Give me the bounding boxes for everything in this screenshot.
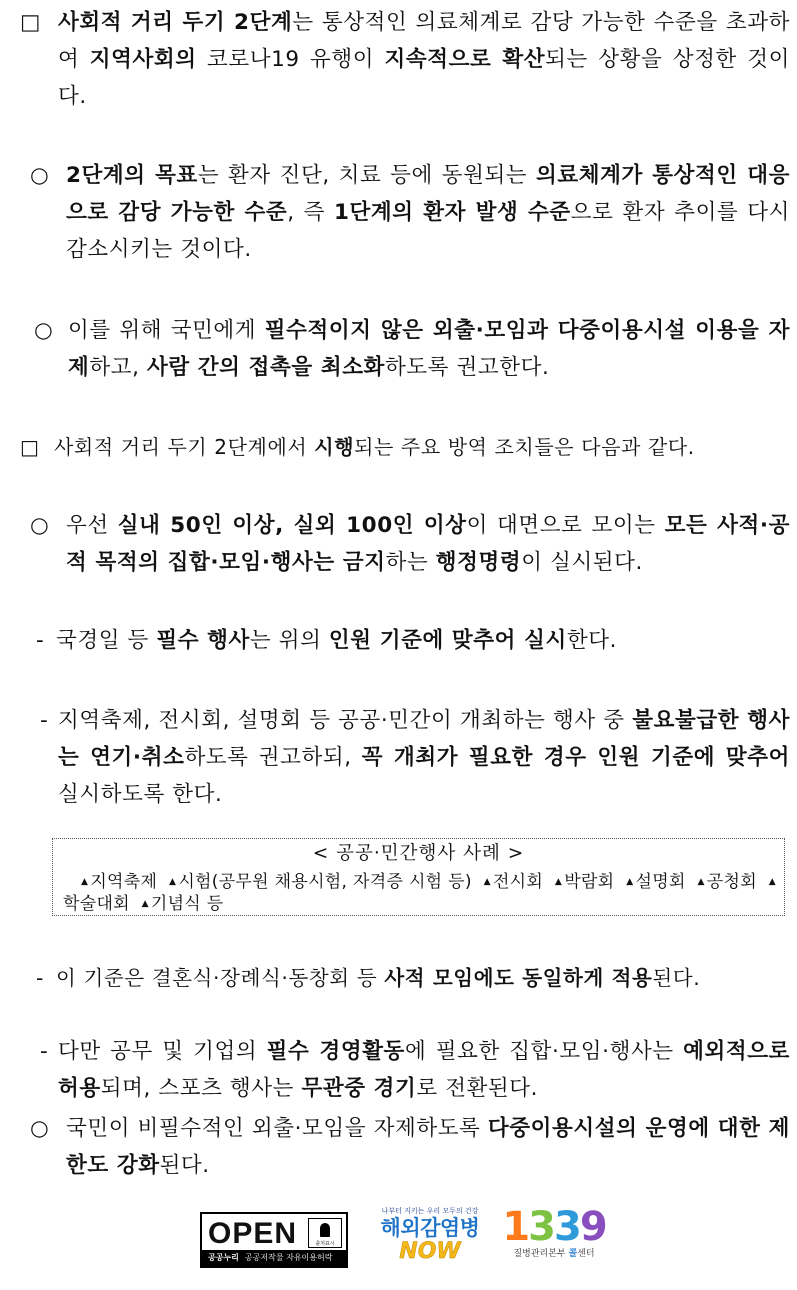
event-example-item: 지역축제 <box>90 872 158 892</box>
callcenter-label: 질병관리본부 콜센터 <box>513 1249 595 1259</box>
event-example-item: 학술대회 <box>63 894 130 914</box>
callcenter-number: 1339 <box>502 1204 606 1250</box>
triangle-bullet-icon: ▲ <box>768 877 776 887</box>
paragraph-private-gatherings <box>36 960 790 997</box>
dash-bullet-icon: - <box>36 628 45 653</box>
footer-logos <box>0 1200 797 1280</box>
paragraph-text: 국경일 등 필수 행사는 위의 인원 기준에 맞추어 실시한다. <box>56 628 618 653</box>
triangle-bullet-icon: ▲ <box>169 877 177 887</box>
logo-tagline: 나부터 지키는 우리 모두의 건강 <box>381 1207 479 1215</box>
paragraph-text: 지역축제, 전시회, 설명회 등 공공·민간이 개최하는 행사 중 불요불급한 행사는 연기·취소하도록 권고하되, 꼭 개최가 필요한 경우 인원 기준에 맞추어 실시하도록 한다. <box>58 708 791 807</box>
paragraph-public-private-events <box>40 702 790 813</box>
circle-bullet-icon: ○ <box>30 1116 50 1141</box>
paragraph-citizen-recommendation <box>34 312 790 386</box>
paragraph-main-measures-heading <box>20 429 790 466</box>
triangle-bullet-icon: ▲ <box>483 877 491 887</box>
circle-bullet-icon: ○ <box>30 163 50 188</box>
paragraph-exceptions <box>40 1033 790 1107</box>
triangle-bullet-icon: ▲ <box>626 877 634 887</box>
logo-title: 해외감염병 <box>380 1216 480 1240</box>
paragraph-text: 사회적 거리 두기 2단계에서 시행되는 주요 방역 조치들은 다음과 같다. <box>54 435 695 459</box>
paragraph-text: 사회적 거리 두기 2단계는 통상적인 의료체계로 감당 가능한 수준을 초과하여 지역사회의 코로나19 유행이 지속적으로 확산되는 상황을 상정한 것이다. <box>58 10 791 109</box>
triangle-bullet-icon: ▲ <box>697 877 705 887</box>
triangle-bullet-icon: ▲ <box>141 899 149 909</box>
dash-bullet-icon: - <box>40 1039 49 1064</box>
paragraph-national-holiday-events <box>36 622 790 659</box>
kogl-open-license-logo <box>200 1212 348 1268</box>
paragraph-text: 이를 위해 국민에게 필수적이지 않은 외출·모임과 다중이용시설 이용을 자제하고, 사람 간의 접촉을 최소화하도록 권고한다. <box>68 318 790 380</box>
open-wordmark: OPEN <box>208 1217 298 1250</box>
kcdc-1339-callcenter-logo <box>496 1206 612 1272</box>
event-example-item: 시험(공무원 채용시험, 자격증 시험 등) <box>178 872 472 892</box>
paragraph-stage2-definition <box>20 4 790 115</box>
triangle-bullet-icon: ▲ <box>81 877 89 887</box>
dash-bullet-icon: - <box>40 708 49 733</box>
paragraph-text: 이 기준은 결혼식·장례식·동창회 등 사적 모임에도 동일하게 적용된다. <box>56 966 701 990</box>
dash-bullet-icon: - <box>36 966 44 990</box>
square-bullet-icon: □ <box>20 10 41 35</box>
event-example-item: 전시회 <box>492 872 544 892</box>
paragraph-stage2-goal <box>30 157 790 268</box>
paragraph-gathering-ban <box>30 507 790 581</box>
circle-bullet-icon: ○ <box>30 513 50 538</box>
paragraph-facility-restrictions <box>30 1110 790 1184</box>
event-examples-list <box>63 871 778 915</box>
logo-now: NOW <box>399 1239 461 1264</box>
paragraph-text: 우선 실내 50인 이상, 실외 100인 이상이 대면으로 모이는 모든 사적·공적 목적의 집합·모임·행사는 금지하는 행정명령이 실시된다. <box>66 513 790 575</box>
event-example-item: 공청회 <box>706 872 757 892</box>
event-example-item: 설명회 <box>635 872 686 892</box>
event-example-item: 박람회 <box>564 872 615 892</box>
triangle-bullet-icon: ▲ <box>554 877 563 887</box>
event-example-item: 기념식 등 <box>150 894 224 914</box>
event-examples-box <box>52 838 785 916</box>
attribution-person-icon: 출처표시 <box>308 1218 342 1248</box>
overseas-infection-now-logo <box>380 1206 480 1272</box>
square-bullet-icon: □ <box>20 435 40 459</box>
circle-bullet-icon: ○ <box>34 318 54 343</box>
paragraph-text: 다만 공무 및 기업의 필수 경영활동에 필요한 집합·모임·행사는 예외적으로 허용되며, 스포츠 행사는 무관중 경기로 전환된다. <box>58 1039 790 1101</box>
paragraph-text: 국민이 비필수적인 외출·모임을 자제하도록 다중이용시설의 운영에 대한 제한도 강화된다. <box>66 1116 790 1178</box>
paragraph-text: 2단계의 목표는 환자 진단, 치료 등에 동원되는 의료체계가 통상적인 대응으로 감당 가능한 수준, 즉 1단계의 환자 발생 수준으로 환자 추이를 다시 감소시키는 것이다. <box>66 163 791 262</box>
event-examples-title: < 공공·민간행사 사례 > <box>312 843 525 864</box>
kogl-strip: 공공누리 공공저작물 자유이용허락 <box>202 1250 346 1266</box>
